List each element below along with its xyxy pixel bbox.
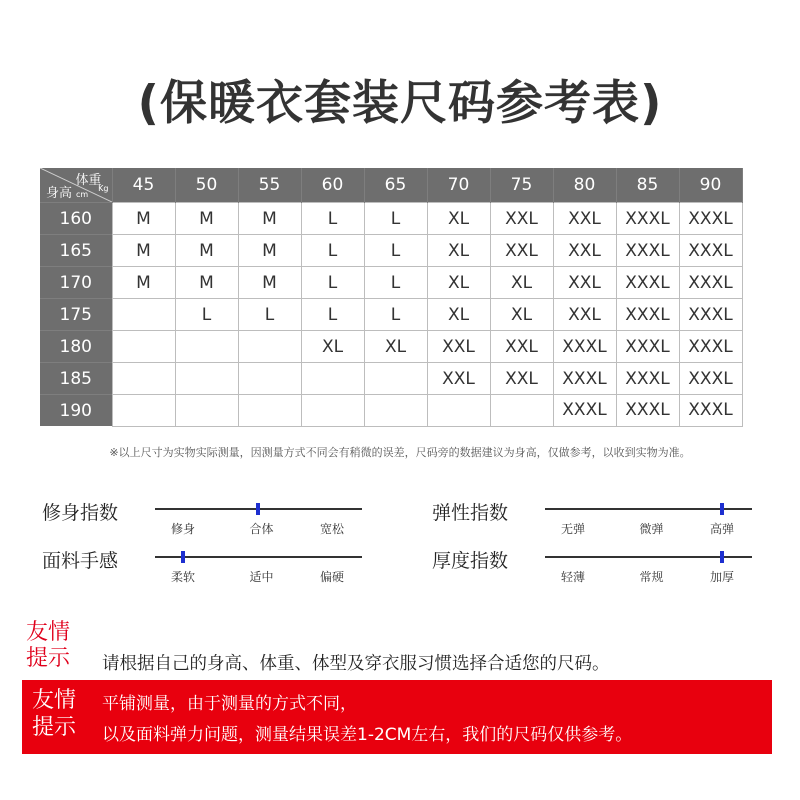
- size-cell: [427, 395, 490, 427]
- size-cell: XXXL: [616, 203, 679, 235]
- size-cell: L: [364, 235, 427, 267]
- size-cell: XXL: [427, 331, 490, 363]
- size-cell: XL: [427, 267, 490, 299]
- size-chart-table: [40, 168, 743, 427]
- weight-axis-label: 体重: [75, 173, 102, 188]
- size-cell: XXL: [553, 267, 616, 299]
- index-tick-label: 轻薄: [560, 570, 586, 584]
- index-tick-label: 柔软: [170, 570, 196, 584]
- measurement-note: ※以上尺寸为实物实际测量，因测量方式不同会有稍微的误差，尺码旁的数据建议为身高，仅做参考，以收到实物为准。: [109, 446, 691, 459]
- height-cell: 175: [40, 299, 112, 331]
- size-cell: XXL: [490, 331, 553, 363]
- table-row: [40, 299, 742, 331]
- size-cell: [301, 363, 364, 395]
- size-cell: L: [364, 267, 427, 299]
- size-cell: M: [238, 203, 301, 235]
- table-row: [40, 331, 742, 363]
- table-corner-cell: [40, 168, 112, 203]
- tip-label-line2: 提示: [26, 646, 71, 671]
- size-cell: [238, 363, 301, 395]
- index-tick-label: 适中: [249, 570, 274, 584]
- size-cell: XL: [427, 299, 490, 331]
- index-tick-label: 无弹: [560, 522, 586, 536]
- height-axis-label: 身高: [46, 186, 73, 201]
- size-table-body: [40, 203, 742, 427]
- size-cell: XXXL: [679, 203, 742, 235]
- size-cell: XXXL: [616, 395, 679, 427]
- index-marker: [256, 503, 260, 515]
- size-cell: XXXL: [616, 363, 679, 395]
- index-label: 面料手感: [42, 550, 119, 572]
- size-cell: [301, 395, 364, 427]
- tip-text: 请根据自己的身高、体重、体型及穿衣服习惯选择合适您的尺码。: [102, 654, 610, 674]
- index-label: 修身指数: [42, 502, 119, 524]
- table-row: [40, 363, 742, 395]
- size-cell: XXXL: [679, 267, 742, 299]
- table-row: [40, 203, 742, 235]
- size-cell: XXL: [427, 363, 490, 395]
- table-row: [40, 267, 742, 299]
- height-cell: 185: [40, 363, 112, 395]
- size-cell: M: [175, 267, 238, 299]
- size-cell: XXXL: [553, 363, 616, 395]
- size-cell: M: [238, 267, 301, 299]
- size-cell: [364, 363, 427, 395]
- height-cell: 165: [40, 235, 112, 267]
- size-cell: XXXL: [616, 235, 679, 267]
- size-cell: XL: [427, 203, 490, 235]
- warning-label-line2: 提示: [32, 715, 77, 740]
- index-tick-label: 合体: [249, 522, 274, 536]
- size-cell: L: [175, 299, 238, 331]
- weight-header-cell: 60: [301, 168, 364, 203]
- warning-label: [32, 687, 76, 741]
- size-cell: L: [301, 235, 364, 267]
- size-cell: L: [238, 299, 301, 331]
- tip-label-line1: 友情: [26, 620, 71, 645]
- warning-line-1: 平铺测量，由于测量的方式不同，: [102, 694, 357, 714]
- size-cell: M: [112, 203, 175, 235]
- size-cell: L: [364, 203, 427, 235]
- size-cell: [112, 331, 175, 363]
- size-cell: L: [301, 299, 364, 331]
- size-cell: M: [238, 235, 301, 267]
- size-cell: [238, 331, 301, 363]
- height-cell: 190: [40, 395, 112, 427]
- size-cell: XXXL: [553, 331, 616, 363]
- size-cell: [238, 395, 301, 427]
- table-row: [40, 235, 742, 267]
- height-cell: 180: [40, 331, 112, 363]
- weight-header-cell: 90: [679, 168, 742, 203]
- weight-header-cell: 55: [238, 168, 301, 203]
- size-cell: L: [301, 203, 364, 235]
- size-cell: XXL: [553, 299, 616, 331]
- size-cell: XXXL: [616, 331, 679, 363]
- size-cell: XXXL: [616, 267, 679, 299]
- measurement-warning-box: [22, 680, 772, 754]
- weight-header-cell: 70: [427, 168, 490, 203]
- index-marker: [720, 551, 724, 563]
- weight-header-cell: 75: [490, 168, 553, 203]
- size-cell: M: [175, 203, 238, 235]
- index-label: 厚度指数: [432, 550, 509, 572]
- size-cell: [112, 363, 175, 395]
- height-unit: cm: [76, 190, 89, 199]
- index-tick-label: 高弹: [709, 522, 735, 536]
- weight-header-cell: 80: [553, 168, 616, 203]
- table-row: [40, 395, 742, 427]
- height-cell: 160: [40, 203, 112, 235]
- size-cell: [364, 395, 427, 427]
- size-cell: XXL: [490, 203, 553, 235]
- size-cell: XL: [301, 331, 364, 363]
- size-cell: XXXL: [553, 395, 616, 427]
- index-marker: [181, 551, 185, 563]
- size-cell: XXXL: [679, 299, 742, 331]
- index-marker: [720, 503, 724, 515]
- index-label: 弹性指数: [432, 502, 509, 524]
- warning-line-2: 以及面料弹力问题，测量结果误差1-2CM左右，我们的尺码仅供参考。: [102, 725, 633, 745]
- size-cell: XXL: [553, 203, 616, 235]
- size-cell: [175, 363, 238, 395]
- index-tick-label: 修身: [170, 522, 196, 536]
- height-cell: 170: [40, 267, 112, 299]
- weight-unit: Kg: [98, 184, 109, 193]
- size-cell: XL: [427, 235, 490, 267]
- size-cell: [490, 395, 553, 427]
- tip-label: [26, 620, 70, 672]
- size-cell: M: [175, 235, 238, 267]
- size-cell: XXXL: [679, 363, 742, 395]
- weight-header-row: [40, 168, 742, 203]
- size-cell: [175, 395, 238, 427]
- size-cell: [175, 331, 238, 363]
- index-tick-label: 宽松: [319, 522, 345, 536]
- index-tick-label: 加厚: [709, 570, 735, 584]
- size-cell: M: [112, 235, 175, 267]
- weight-header-cell: 85: [616, 168, 679, 203]
- size-cell: XXXL: [679, 235, 742, 267]
- index-scale-line: [155, 556, 362, 558]
- size-cell: XXXL: [679, 395, 742, 427]
- size-cell: XL: [364, 331, 427, 363]
- weight-header-cell: 45: [112, 168, 175, 203]
- size-cell: [112, 395, 175, 427]
- size-cell: XXL: [553, 235, 616, 267]
- size-cell: XXXL: [679, 331, 742, 363]
- index-tick-label: 偏硬: [319, 570, 345, 584]
- size-cell: XXL: [490, 363, 553, 395]
- size-cell: XXXL: [616, 299, 679, 331]
- size-cell: L: [301, 267, 364, 299]
- size-cell: L: [364, 299, 427, 331]
- size-cell: [112, 299, 175, 331]
- warning-label-line1: 友情: [32, 688, 77, 713]
- weight-header-cell: 50: [175, 168, 238, 203]
- index-tick-label: 常规: [639, 570, 664, 584]
- page-title: (保暖衣套装尺码参考表): [137, 76, 663, 131]
- size-cell: XL: [490, 267, 553, 299]
- size-cell: XXL: [490, 235, 553, 267]
- weight-header-cell: 65: [364, 168, 427, 203]
- size-cell: M: [112, 267, 175, 299]
- index-tick-label: 微弹: [639, 522, 664, 536]
- size-cell: XL: [490, 299, 553, 331]
